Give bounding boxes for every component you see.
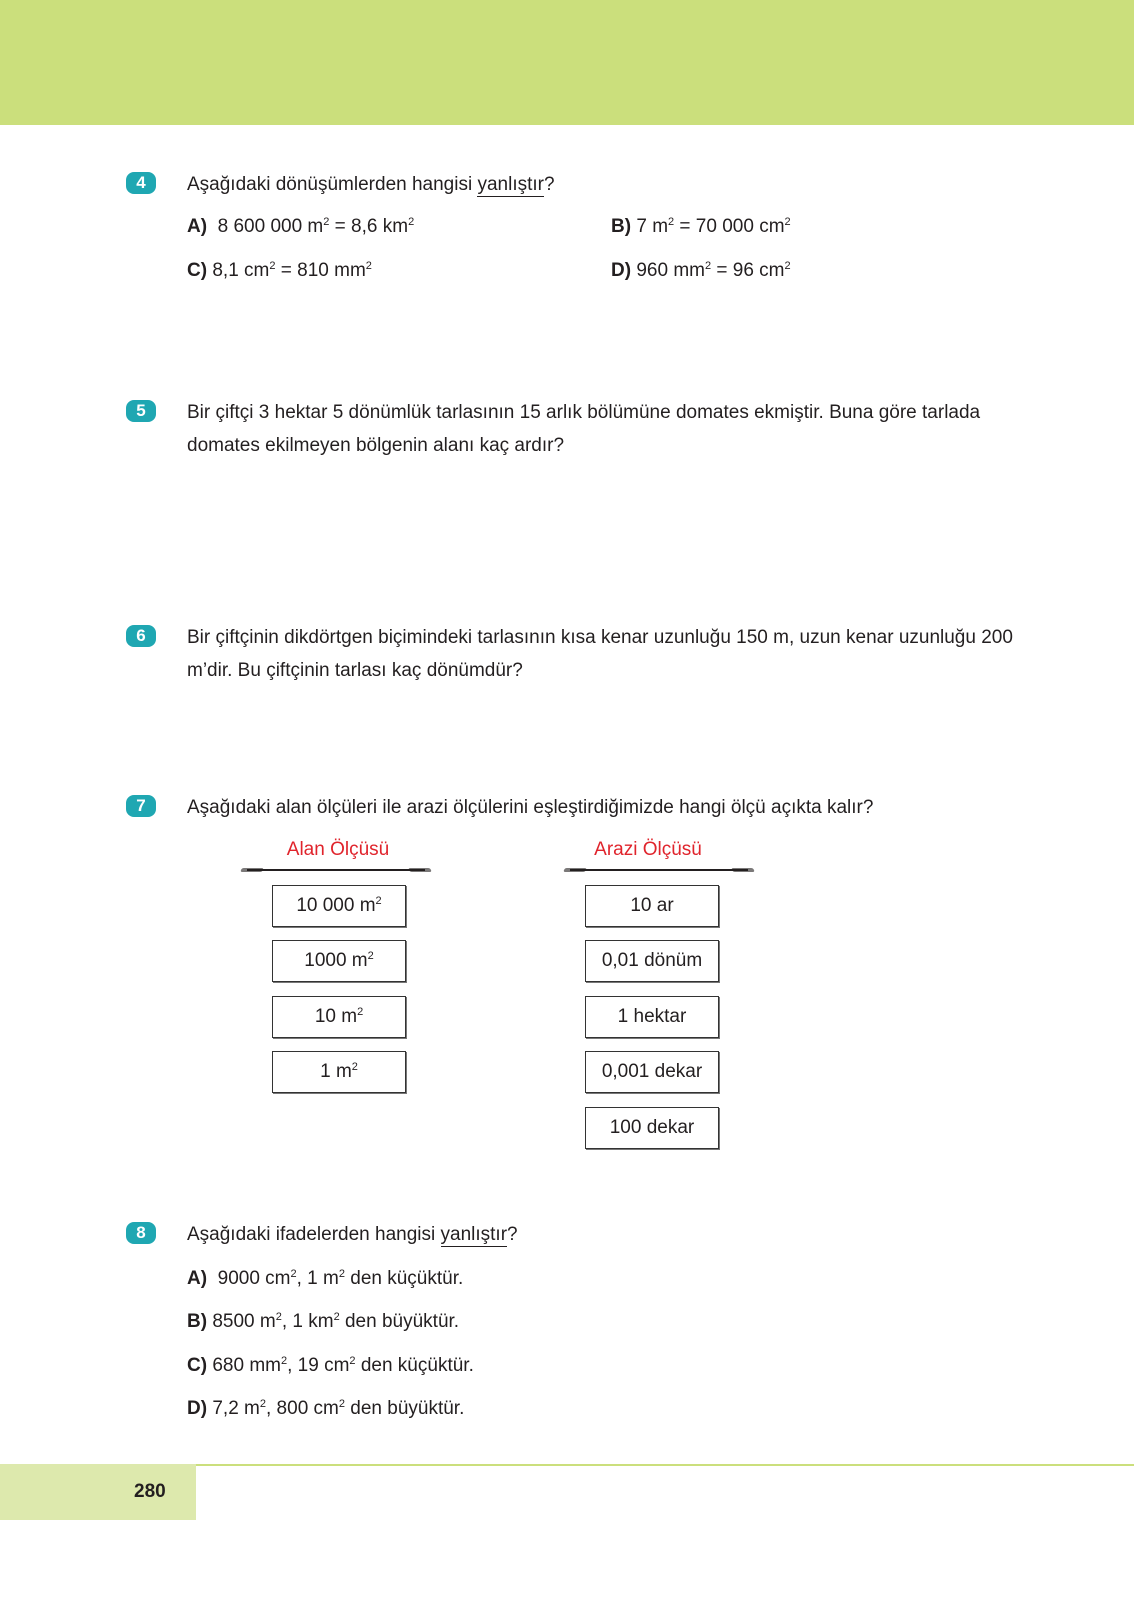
question-number-badge: 6 bbox=[126, 625, 156, 647]
superscript: 2 bbox=[275, 1311, 282, 1323]
land-measure-box: 0,01 dönüm bbox=[585, 940, 719, 982]
option-text: 9000 cm bbox=[217, 1268, 291, 1289]
question-6-text: Bir çiftçinin dikdörtgen biçimindeki tarlasının kısa kenar uzunluğu 150 m, uzun kenar uzunluğu 200 m’dir. Bu çiftçinin tarlası kaç dönümdür? bbox=[187, 627, 1013, 681]
superscript: 2 bbox=[784, 216, 791, 228]
option-text: den büyüktür. bbox=[345, 1398, 465, 1419]
land-measure-box: 100 dekar bbox=[585, 1107, 719, 1149]
option-label: D) bbox=[611, 260, 632, 281]
superscript: 2 bbox=[704, 260, 712, 272]
land-measure-box: 1 hektar bbox=[585, 996, 719, 1038]
question-number-badge: 4 bbox=[126, 172, 156, 194]
option-text: = 70 000 cm bbox=[674, 216, 785, 237]
box-text: 10 000 m bbox=[296, 895, 376, 916]
area-measure-box bbox=[272, 940, 406, 982]
stem-underlined-word: yanlıştır bbox=[477, 174, 544, 195]
option-text: = 8,6 km bbox=[329, 216, 409, 237]
stem-underlined-word: yanlıştır bbox=[440, 1224, 508, 1245]
stem-text: Aşağıdaki dönüşümlerden hangisi bbox=[187, 174, 478, 195]
option-text: , 1 m bbox=[296, 1268, 339, 1289]
right-title-rule bbox=[570, 869, 748, 871]
option-text: den küçüktür. bbox=[355, 1355, 474, 1376]
land-measure-box: 0,001 dekar bbox=[585, 1051, 719, 1093]
option-d bbox=[187, 1392, 464, 1425]
superscript: 2 bbox=[338, 1398, 345, 1410]
footer-rule bbox=[196, 1464, 1134, 1466]
option-text: 7,2 m bbox=[212, 1398, 260, 1419]
stem-end: ? bbox=[544, 174, 555, 195]
page-number: 280 bbox=[134, 1481, 166, 1502]
superscript: 2 bbox=[408, 216, 415, 228]
option-text: , 800 cm bbox=[266, 1398, 339, 1419]
option-text: den büyüktür. bbox=[339, 1311, 460, 1332]
option-text: 8500 m bbox=[212, 1311, 276, 1332]
superscript: 2 bbox=[351, 1061, 358, 1073]
left-column-title: Alan Ölçüsü bbox=[286, 839, 390, 860]
option-b bbox=[611, 210, 791, 243]
question-8-stem bbox=[187, 1218, 518, 1251]
question-number-badge: 7 bbox=[126, 795, 156, 817]
header-band bbox=[0, 0, 1134, 125]
question-number-badge: 8 bbox=[126, 1222, 156, 1244]
superscript: 2 bbox=[323, 216, 330, 228]
option-a bbox=[187, 210, 414, 243]
option-c bbox=[187, 254, 372, 287]
right-column-title: Arazi Ölçüsü bbox=[594, 839, 702, 860]
superscript: 2 bbox=[280, 1355, 288, 1367]
option-text: 8,1 cm bbox=[212, 260, 270, 281]
left-title-rule bbox=[247, 869, 425, 871]
box-text: 10 m bbox=[314, 1006, 358, 1027]
superscript: 2 bbox=[365, 260, 372, 272]
superscript: 2 bbox=[367, 950, 374, 962]
question-number-badge: 5 bbox=[126, 400, 156, 422]
option-label: A) bbox=[187, 1268, 208, 1289]
option-text: 680 mm bbox=[212, 1355, 281, 1376]
superscript: 2 bbox=[349, 1355, 356, 1367]
option-text: = 96 cm bbox=[711, 260, 785, 281]
land-measure-box: 10 ar bbox=[585, 885, 719, 927]
box-text: 1 m bbox=[320, 1061, 352, 1082]
option-label: A) bbox=[187, 216, 208, 237]
option-text: 960 mm bbox=[636, 260, 705, 281]
question-4-stem bbox=[187, 168, 555, 201]
option-a bbox=[187, 1262, 463, 1295]
superscript: 2 bbox=[375, 895, 382, 907]
box-text: 1000 m bbox=[304, 950, 368, 971]
superscript: 2 bbox=[290, 1268, 297, 1280]
option-text: den küçüktür. bbox=[344, 1268, 464, 1289]
option-label: C) bbox=[187, 260, 208, 281]
superscript: 2 bbox=[269, 260, 276, 272]
area-measure-box bbox=[272, 1051, 406, 1093]
superscript: 2 bbox=[333, 1311, 340, 1323]
option-d bbox=[611, 254, 791, 287]
option-label: B) bbox=[611, 216, 632, 237]
superscript: 2 bbox=[668, 216, 675, 228]
option-label: C) bbox=[187, 1355, 208, 1376]
superscript: 2 bbox=[259, 1398, 266, 1410]
stem-end: ? bbox=[507, 1224, 518, 1245]
option-text: = 810 mm bbox=[275, 260, 366, 281]
option-text: 8 600 000 m bbox=[217, 216, 324, 237]
area-measure-box bbox=[272, 996, 406, 1038]
option-text: , 19 cm bbox=[287, 1355, 350, 1376]
option-text: , 1 km bbox=[281, 1311, 334, 1332]
option-text: 7 m bbox=[636, 216, 669, 237]
option-label: D) bbox=[187, 1398, 208, 1419]
area-measure-box bbox=[272, 885, 406, 927]
option-c bbox=[187, 1349, 474, 1382]
question-7-stem: Aşağıdaki alan ölçüleri ile arazi ölçülerini eşleştirdiğimizde hangi ölçü açıkta kalır? bbox=[187, 797, 874, 818]
superscript: 2 bbox=[357, 1006, 364, 1018]
option-b bbox=[187, 1305, 459, 1338]
superscript: 2 bbox=[338, 1268, 345, 1280]
option-label: B) bbox=[187, 1311, 208, 1332]
stem-text: Aşağıdaki ifadelerden hangisi bbox=[187, 1224, 441, 1245]
question-5-text: Bir çiftçi 3 hektar 5 dönümlük tarlasının 15 arlık bölümüne domates ekmiştir. Buna göre tarlada domates ekilmeyen bölgenin alanı kaç ardır? bbox=[187, 402, 981, 456]
superscript: 2 bbox=[784, 260, 791, 272]
